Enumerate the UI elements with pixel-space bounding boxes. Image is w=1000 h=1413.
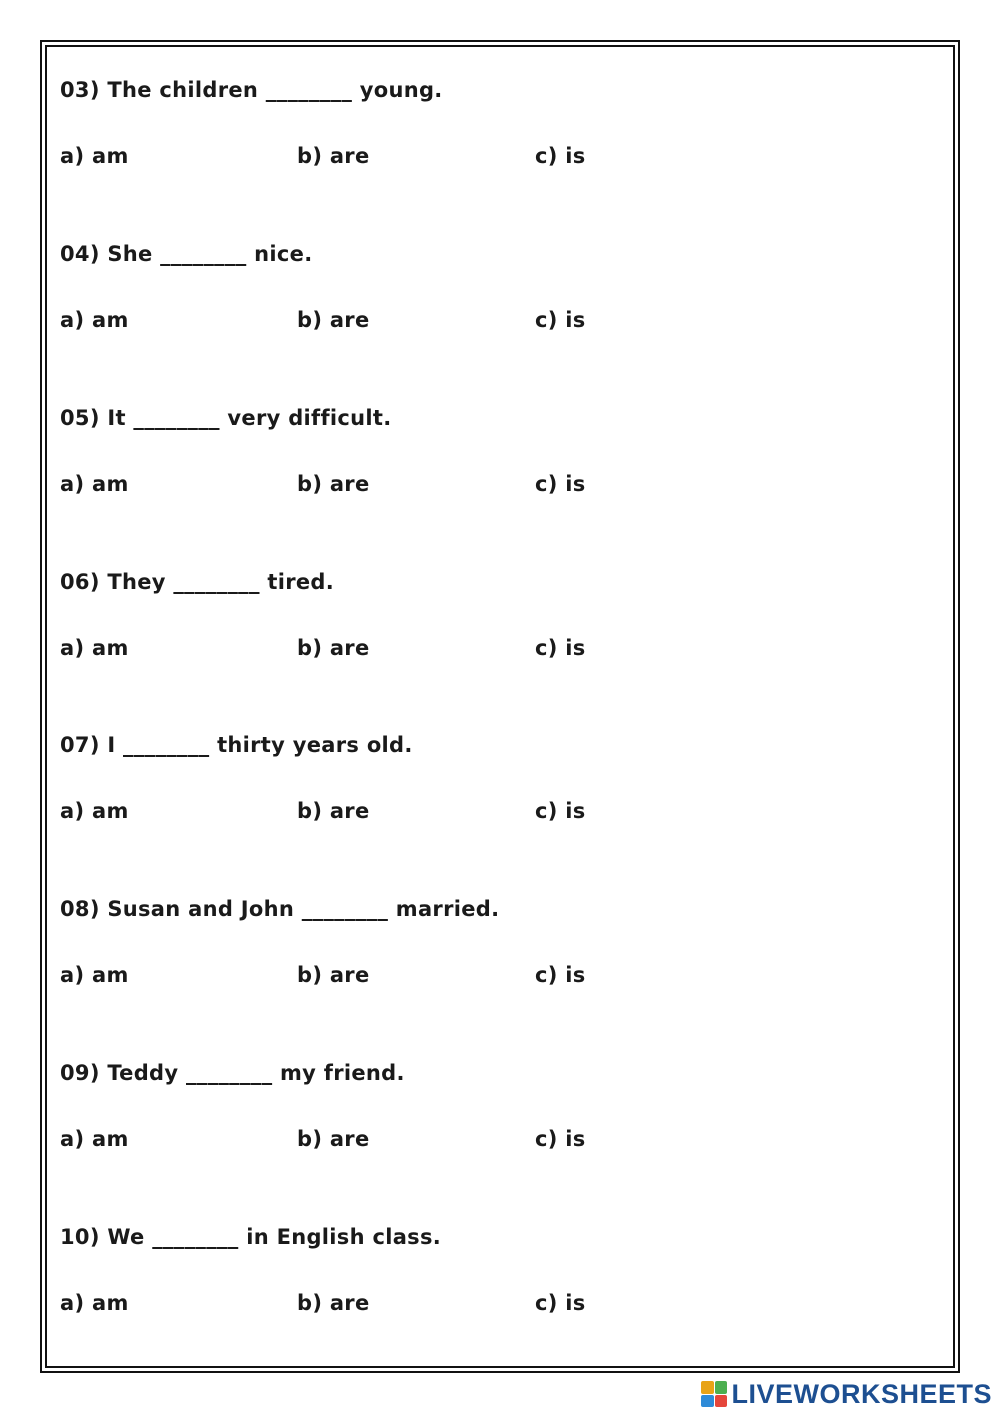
option-a[interactable]: a) am bbox=[60, 472, 129, 496]
question-10 bbox=[60, 1203, 940, 1315]
question-03 bbox=[60, 56, 940, 168]
question-text: 09) Teddy ________ my friend. bbox=[60, 1061, 405, 1085]
option-c[interactable]: c) is bbox=[535, 472, 586, 496]
option-c[interactable]: c) is bbox=[535, 1127, 586, 1151]
question-text: 06) They ________ tired. bbox=[60, 570, 335, 594]
question-09 bbox=[60, 1039, 940, 1151]
liveworksheets-logo bbox=[701, 1377, 992, 1411]
option-a[interactable]: a) am bbox=[60, 963, 129, 987]
option-a[interactable]: a) am bbox=[60, 636, 129, 660]
question-05 bbox=[60, 384, 940, 496]
option-a[interactable]: a) am bbox=[60, 1127, 129, 1151]
option-a[interactable]: a) am bbox=[60, 144, 129, 168]
option-b[interactable]: b) are bbox=[297, 1291, 370, 1315]
logo-mark-icon bbox=[701, 1381, 727, 1407]
question-07 bbox=[60, 711, 940, 823]
option-b[interactable]: b) are bbox=[297, 963, 370, 987]
question-06 bbox=[60, 548, 940, 660]
option-b[interactable]: b) are bbox=[297, 799, 370, 823]
question-text: 04) She ________ nice. bbox=[60, 242, 313, 266]
option-c[interactable]: c) is bbox=[535, 1291, 586, 1315]
option-c[interactable]: c) is bbox=[535, 636, 586, 660]
option-c[interactable]: c) is bbox=[535, 963, 586, 987]
question-08 bbox=[60, 875, 940, 987]
option-b[interactable]: b) are bbox=[297, 472, 370, 496]
option-c[interactable]: c) is bbox=[535, 144, 586, 168]
question-text: 10) We ________ in English class. bbox=[60, 1225, 442, 1249]
option-b[interactable]: b) are bbox=[297, 308, 370, 332]
question-text: 05) It ________ very difficult. bbox=[60, 406, 392, 430]
option-a[interactable]: a) am bbox=[60, 799, 129, 823]
question-04 bbox=[60, 220, 940, 332]
option-c[interactable]: c) is bbox=[535, 799, 586, 823]
option-a[interactable]: a) am bbox=[60, 1291, 129, 1315]
question-text: 07) I ________ thirty years old. bbox=[60, 733, 413, 757]
question-text: 03) The children ________ young. bbox=[60, 78, 443, 102]
option-b[interactable]: b) are bbox=[297, 144, 370, 168]
option-b[interactable]: b) are bbox=[297, 636, 370, 660]
logo-text: LIVEWORKSHEETS bbox=[731, 1378, 992, 1409]
option-c[interactable]: c) is bbox=[535, 308, 586, 332]
option-a[interactable]: a) am bbox=[60, 308, 129, 332]
option-b[interactable]: b) are bbox=[297, 1127, 370, 1151]
question-text: 08) Susan and John ________ married. bbox=[60, 897, 500, 921]
